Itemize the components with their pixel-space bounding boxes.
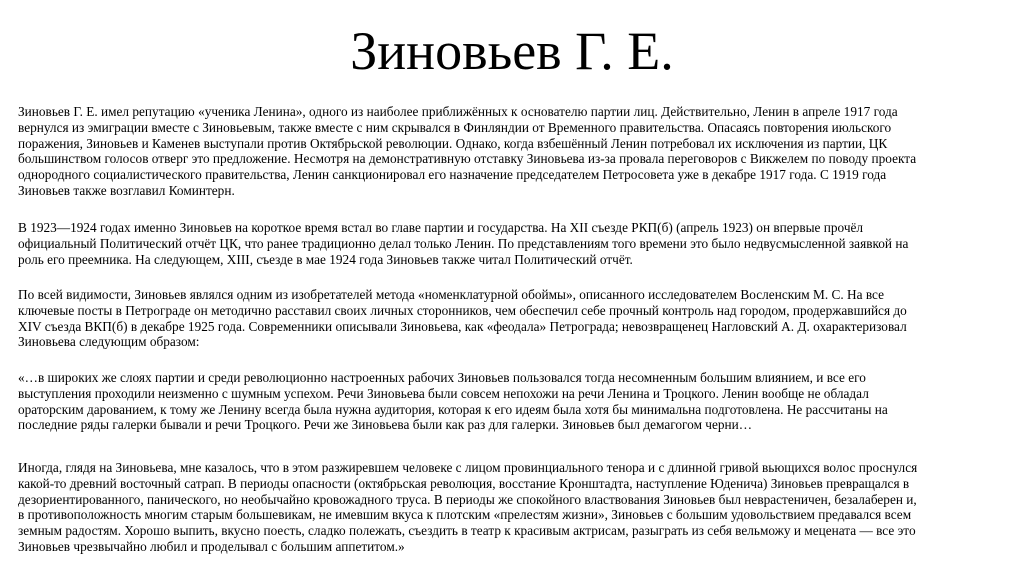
text-line: Зиновьев чрезвычайно любил и проделывал с большим аппетитом.» bbox=[18, 538, 405, 554]
paragraph-quote-satrap bbox=[18, 460, 1018, 555]
text-line: «…в широких же слоях партии и среди революционно настроенных рабочих Зиновьев пользовался тогда несомненным большим влиянием, и все его bbox=[18, 370, 866, 385]
text-line: вернулся из эмиграции вместе с Зиновьевым, также вместе с ним скрывался в Финляндии от Временного правительства. Опасаясь повторения июльского bbox=[18, 119, 892, 135]
text-line: XIV съезда ВКП(б) в декабре 1925 года. Современники описывали Зиновьева, как «феодала» Петрограда; невозвращенец Нагловский А. Д. охарактеризовал bbox=[18, 318, 907, 334]
paragraph-quote-oratory bbox=[18, 370, 1018, 433]
paragraph-nomenklatura bbox=[18, 287, 1018, 350]
text-line: последние ряды галерки бывали и речи Троцкого. Речи же Зиновьева были как раз для галерки. Зиновьев был демагогом черни… bbox=[18, 417, 753, 433]
text-line: однородного социалистического правительства, Ленин санкционировал его назначение председателем Петросовета уже в декабре 1917 года. С 1919 года bbox=[18, 167, 887, 183]
text-line: роль его преемника. На следующем, XIII, съезде в мае 1924 года Зиновьев также читал Политический отчёт. bbox=[18, 251, 633, 267]
text-line: земным радостям. Хорошо выпить, вкусно поесть, сладко полежать, съездить в театр к красивым актрисам, разыграть из себя вельможу и мецената — все это bbox=[18, 523, 916, 539]
text-line: Зиновьев Г. Е. имел репутацию «ученика Ленина», одного из наиболее приближённых к основателю партии лиц. Действительно, Ленин в апреле 1917 года bbox=[18, 104, 898, 119]
text-line: Зиновьев также возглавил Коминтерн. bbox=[18, 182, 235, 198]
text-line: ораторским дарованием, к тому же Ленину всегда была нужна аудитория, которая к его идеям была хотя бы минимальна подготовлена. Не рассчитаны на bbox=[18, 401, 888, 417]
text-line: Иногда, глядя на Зиновьева, мне казалось, что в этом разжиревшем человеке с лицом провинциального тенора и с длинной гривой вьющихся волос проснулся bbox=[18, 460, 918, 475]
text-line: в противоположность многим старым большевикам, не имевшим вкуса к плотским «прелестям жизни», Зиновьев с большим удовольствием предавался всем bbox=[18, 507, 912, 523]
text-line: какой-то древний восточный сатрап. В периоды опасности (октябрьская революция, восстание Кронштадта, наступление Юденича) Зиновьев превращался в bbox=[18, 475, 910, 491]
text-line: дезориентированного, панического, но необычайно кровожадного труса. В периоды же спокойного властвования Зиновьев был неврастеничен, безалаберен и, bbox=[18, 491, 917, 507]
text-line: поражения, Зиновьев и Каменев выступали против Октябрьской революции. Однако, когда взбешённый Ленин потребовал их исключения из партии, ЦК bbox=[18, 135, 888, 151]
text-line: В 1923—1924 годах именно Зиновьев на короткое время встал во главе партии и государства. На XII съезде РКП(б) (апрель 1923) он впервые прочёл bbox=[18, 220, 864, 235]
text-line: ключевые посты в Петрограде он методично расставил своих личных сторонников, чем обеспечил себе прочный контроль над городом, продержавшийся до bbox=[18, 302, 907, 318]
text-line: официальный Политический отчёт ЦК, что ранее традиционно делал только Ленин. По представлениям того времени это было недвусмысленной заявкой на bbox=[18, 235, 909, 251]
slide-title: Зиновьев Г. Е. bbox=[350, 21, 674, 81]
paragraph-reputation bbox=[18, 104, 1018, 199]
text-line: большинством голосов отверг это предложение. Несмотря на демонстративную отставку Зиновьева из-за провала переговоров с Викжелем по поводу проекта bbox=[18, 151, 917, 167]
text-line: По всей видимости, Зиновьев являлся одним из изобретателей метода «номенклатурной обоймы», описанного исследователем Восленским М. С. На все bbox=[18, 287, 885, 302]
text-line: выступления проходили неизменно с шумным успехом. Речи Зиновьева были совсем непохожи на речи Ленина и Троцкого. Ленин вообще не обладал bbox=[18, 385, 869, 401]
paragraph-leadership bbox=[18, 220, 1018, 267]
text-line: Зиновьева следующим образом: bbox=[18, 334, 200, 350]
